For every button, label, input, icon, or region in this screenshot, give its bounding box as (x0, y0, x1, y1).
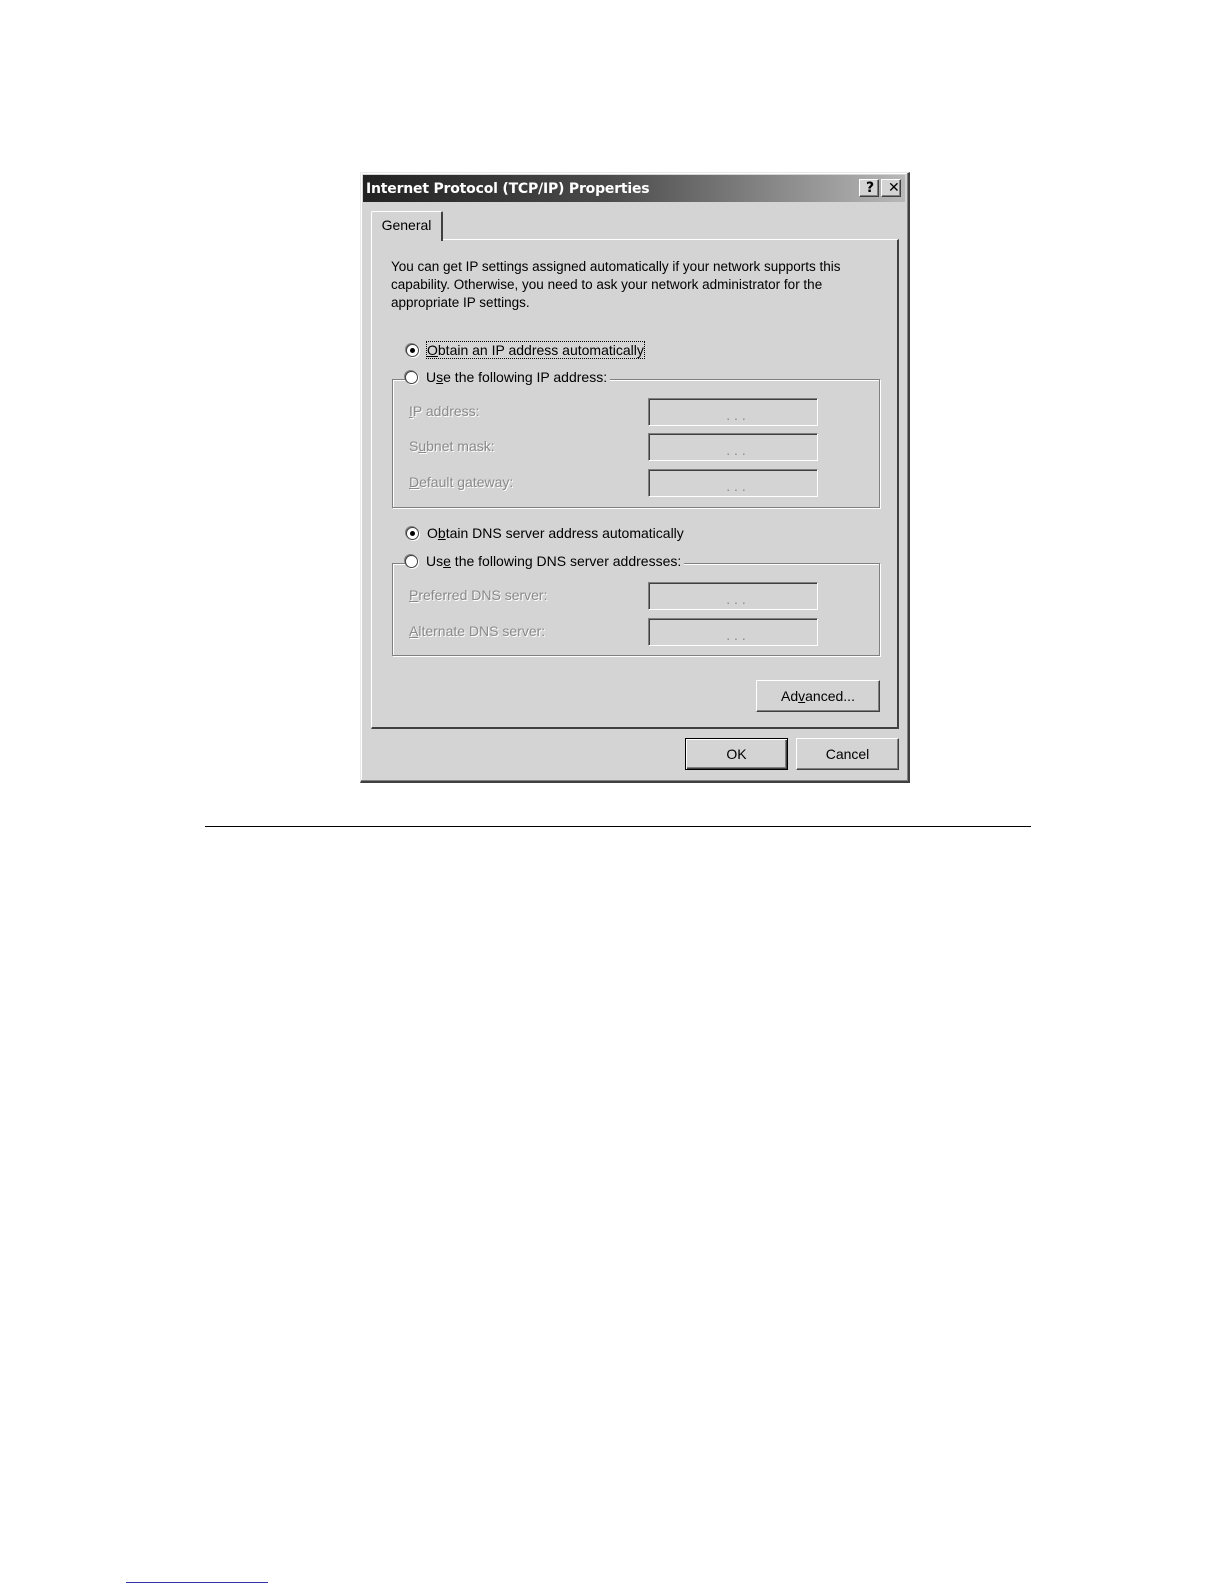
ip-address-row (409, 398, 819, 426)
dns-auto-option[interactable] (406, 525, 684, 541)
preferred-dns-row (409, 582, 819, 610)
title-bar[interactable] (363, 175, 905, 202)
ip-manual-label[interactable]: Use the following IP address: (426, 369, 608, 385)
ip-manual-radio[interactable] (405, 371, 418, 384)
ip-address-group (392, 369, 880, 508)
general-tab-panel (371, 239, 899, 729)
tcpip-properties-dialog (360, 172, 910, 783)
subnet-mask-row (409, 433, 819, 461)
subnet-mask-label: Subnet mask: (409, 438, 495, 454)
ip-address-field[interactable]: . . . (648, 398, 818, 426)
ip-manual-option[interactable] (405, 369, 610, 385)
default-gateway-label: Default gateway: (409, 474, 514, 490)
ip-auto-label[interactable]: Obtain an IP address automatically (427, 342, 644, 358)
subnet-mask-field[interactable]: . . . (648, 433, 818, 461)
dns-manual-option[interactable] (405, 553, 684, 569)
help-icon[interactable]: ? (859, 179, 879, 197)
ip-auto-radio[interactable] (406, 344, 419, 357)
tab-general[interactable]: General (371, 211, 443, 241)
default-gateway-row (409, 469, 819, 497)
dns-auto-label[interactable]: Obtain DNS server address automatically (427, 525, 684, 541)
ok-button[interactable]: OK (685, 738, 788, 770)
ip-auto-option[interactable] (406, 342, 644, 358)
default-gateway-field[interactable]: . . . (648, 469, 818, 497)
close-icon[interactable]: ✕ (881, 179, 901, 197)
preferred-dns-field[interactable]: . . . (648, 582, 818, 610)
advanced-button[interactable]: Advanced... (756, 680, 880, 712)
cancel-button[interactable]: Cancel (796, 738, 899, 770)
alternate-dns-label: Alternate DNS server: (409, 623, 546, 639)
alternate-dns-row (409, 618, 819, 646)
dns-server-group (392, 553, 880, 656)
intro-text: You can get IP settings assigned automatically if your network supports this capability. Otherwise, you need to ask your network administrator for the appropriate IP settings. (391, 259, 841, 310)
dns-manual-label[interactable]: Use the following DNS server addresses: (426, 553, 682, 569)
footnote-divider (126, 1582, 268, 1583)
preferred-dns-label: Preferred DNS server: (409, 587, 548, 603)
page-divider (205, 826, 1031, 827)
dns-manual-radio[interactable] (405, 555, 418, 568)
dns-auto-radio[interactable] (406, 527, 419, 540)
alternate-dns-field[interactable]: . . . (648, 618, 818, 646)
ip-address-label: IP address: (409, 403, 480, 419)
dialog-title: Internet Protocol (TCP/IP) Properties (366, 180, 650, 197)
